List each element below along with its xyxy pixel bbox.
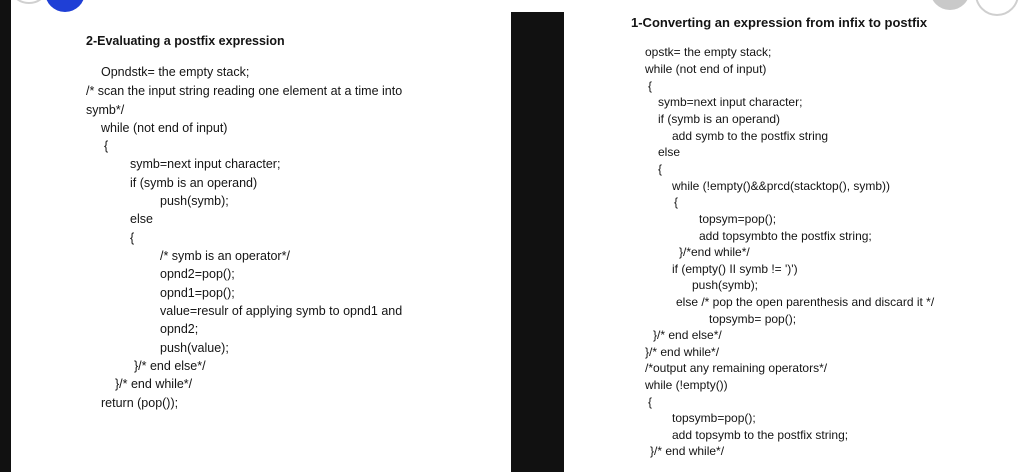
code-line: push(symb); xyxy=(692,278,759,292)
code-line: add topsymb to the postfix string; xyxy=(672,428,849,442)
code-line: while (not end of input) xyxy=(101,121,228,135)
code-line: while (!empty()) xyxy=(645,378,728,392)
circle-button-white-right[interactable] xyxy=(975,0,1019,16)
code-line: { xyxy=(104,139,109,153)
code-line: topsymb=pop(); xyxy=(672,411,756,425)
code-line: value=resulr of applying symb to opnd1 and xyxy=(160,304,403,318)
code-line: opnd1=pop(); xyxy=(160,286,235,300)
code-line: { xyxy=(658,162,663,176)
code-line: { xyxy=(648,395,653,409)
code-line: push(value); xyxy=(160,341,229,355)
code-line: else xyxy=(130,212,153,226)
code-line: topsymb= pop(); xyxy=(709,312,797,326)
code-line: add symb to the postfix string xyxy=(672,129,829,143)
code-line: { xyxy=(674,195,679,209)
code-line: /* symb is an operator*/ xyxy=(160,249,290,263)
code-line: }/* end while*/ xyxy=(650,444,725,458)
code-line: add topsymbto the postfix string; xyxy=(699,229,872,243)
circle-button-white[interactable] xyxy=(8,0,50,4)
code-line: { xyxy=(130,231,135,245)
code-line: }/*end while*/ xyxy=(679,245,750,259)
code-line: { xyxy=(648,79,653,93)
code-line: return (pop()); xyxy=(101,396,179,410)
code-line: Opndstk= the empty stack; xyxy=(101,65,250,79)
middle-black-bar xyxy=(511,12,564,472)
code-line: else /* pop the open parenthesis and discard it */ xyxy=(676,295,935,309)
code-line: while (not end of input) xyxy=(645,62,767,76)
code-line: topsym=pop(); xyxy=(699,212,777,226)
right-panel-title: 1-Converting an expression from infix to postfix xyxy=(631,15,928,30)
code-line: symb=next input character; xyxy=(130,157,281,171)
code-line: symb*/ xyxy=(86,103,125,117)
circle-button-gray[interactable] xyxy=(930,0,970,10)
code-line: if (empty() II symb != ')') xyxy=(672,262,798,276)
circle-button-blue[interactable] xyxy=(45,0,85,12)
code-line: if (symb is an operand) xyxy=(658,112,781,126)
code-line: push(symb); xyxy=(160,194,229,208)
code-line: /*output any remaining operators*/ xyxy=(645,361,828,375)
code-line: }/* end else*/ xyxy=(653,328,722,342)
code-line: opstk= the empty stack; xyxy=(645,45,772,59)
code-line: symb=next input character; xyxy=(658,95,803,109)
code-line: opnd2=pop(); xyxy=(160,267,235,281)
left-black-bar xyxy=(0,0,11,472)
code-line: }/* end while*/ xyxy=(115,377,193,391)
code-line: }/* end while*/ xyxy=(645,345,720,359)
code-line: /* scan the input string reading one element at a time into xyxy=(86,84,403,98)
code-line: else xyxy=(658,145,681,159)
left-panel-title: 2-Evaluating a postfix expression xyxy=(86,34,285,48)
right-edge xyxy=(1016,0,1022,472)
code-line: while (!empty()&&prcd(stacktop(), symb)) xyxy=(672,179,891,193)
code-line: if (symb is an operand) xyxy=(130,176,258,190)
code-line: opnd2; xyxy=(160,322,199,336)
code-line: }/* end else*/ xyxy=(134,359,206,373)
